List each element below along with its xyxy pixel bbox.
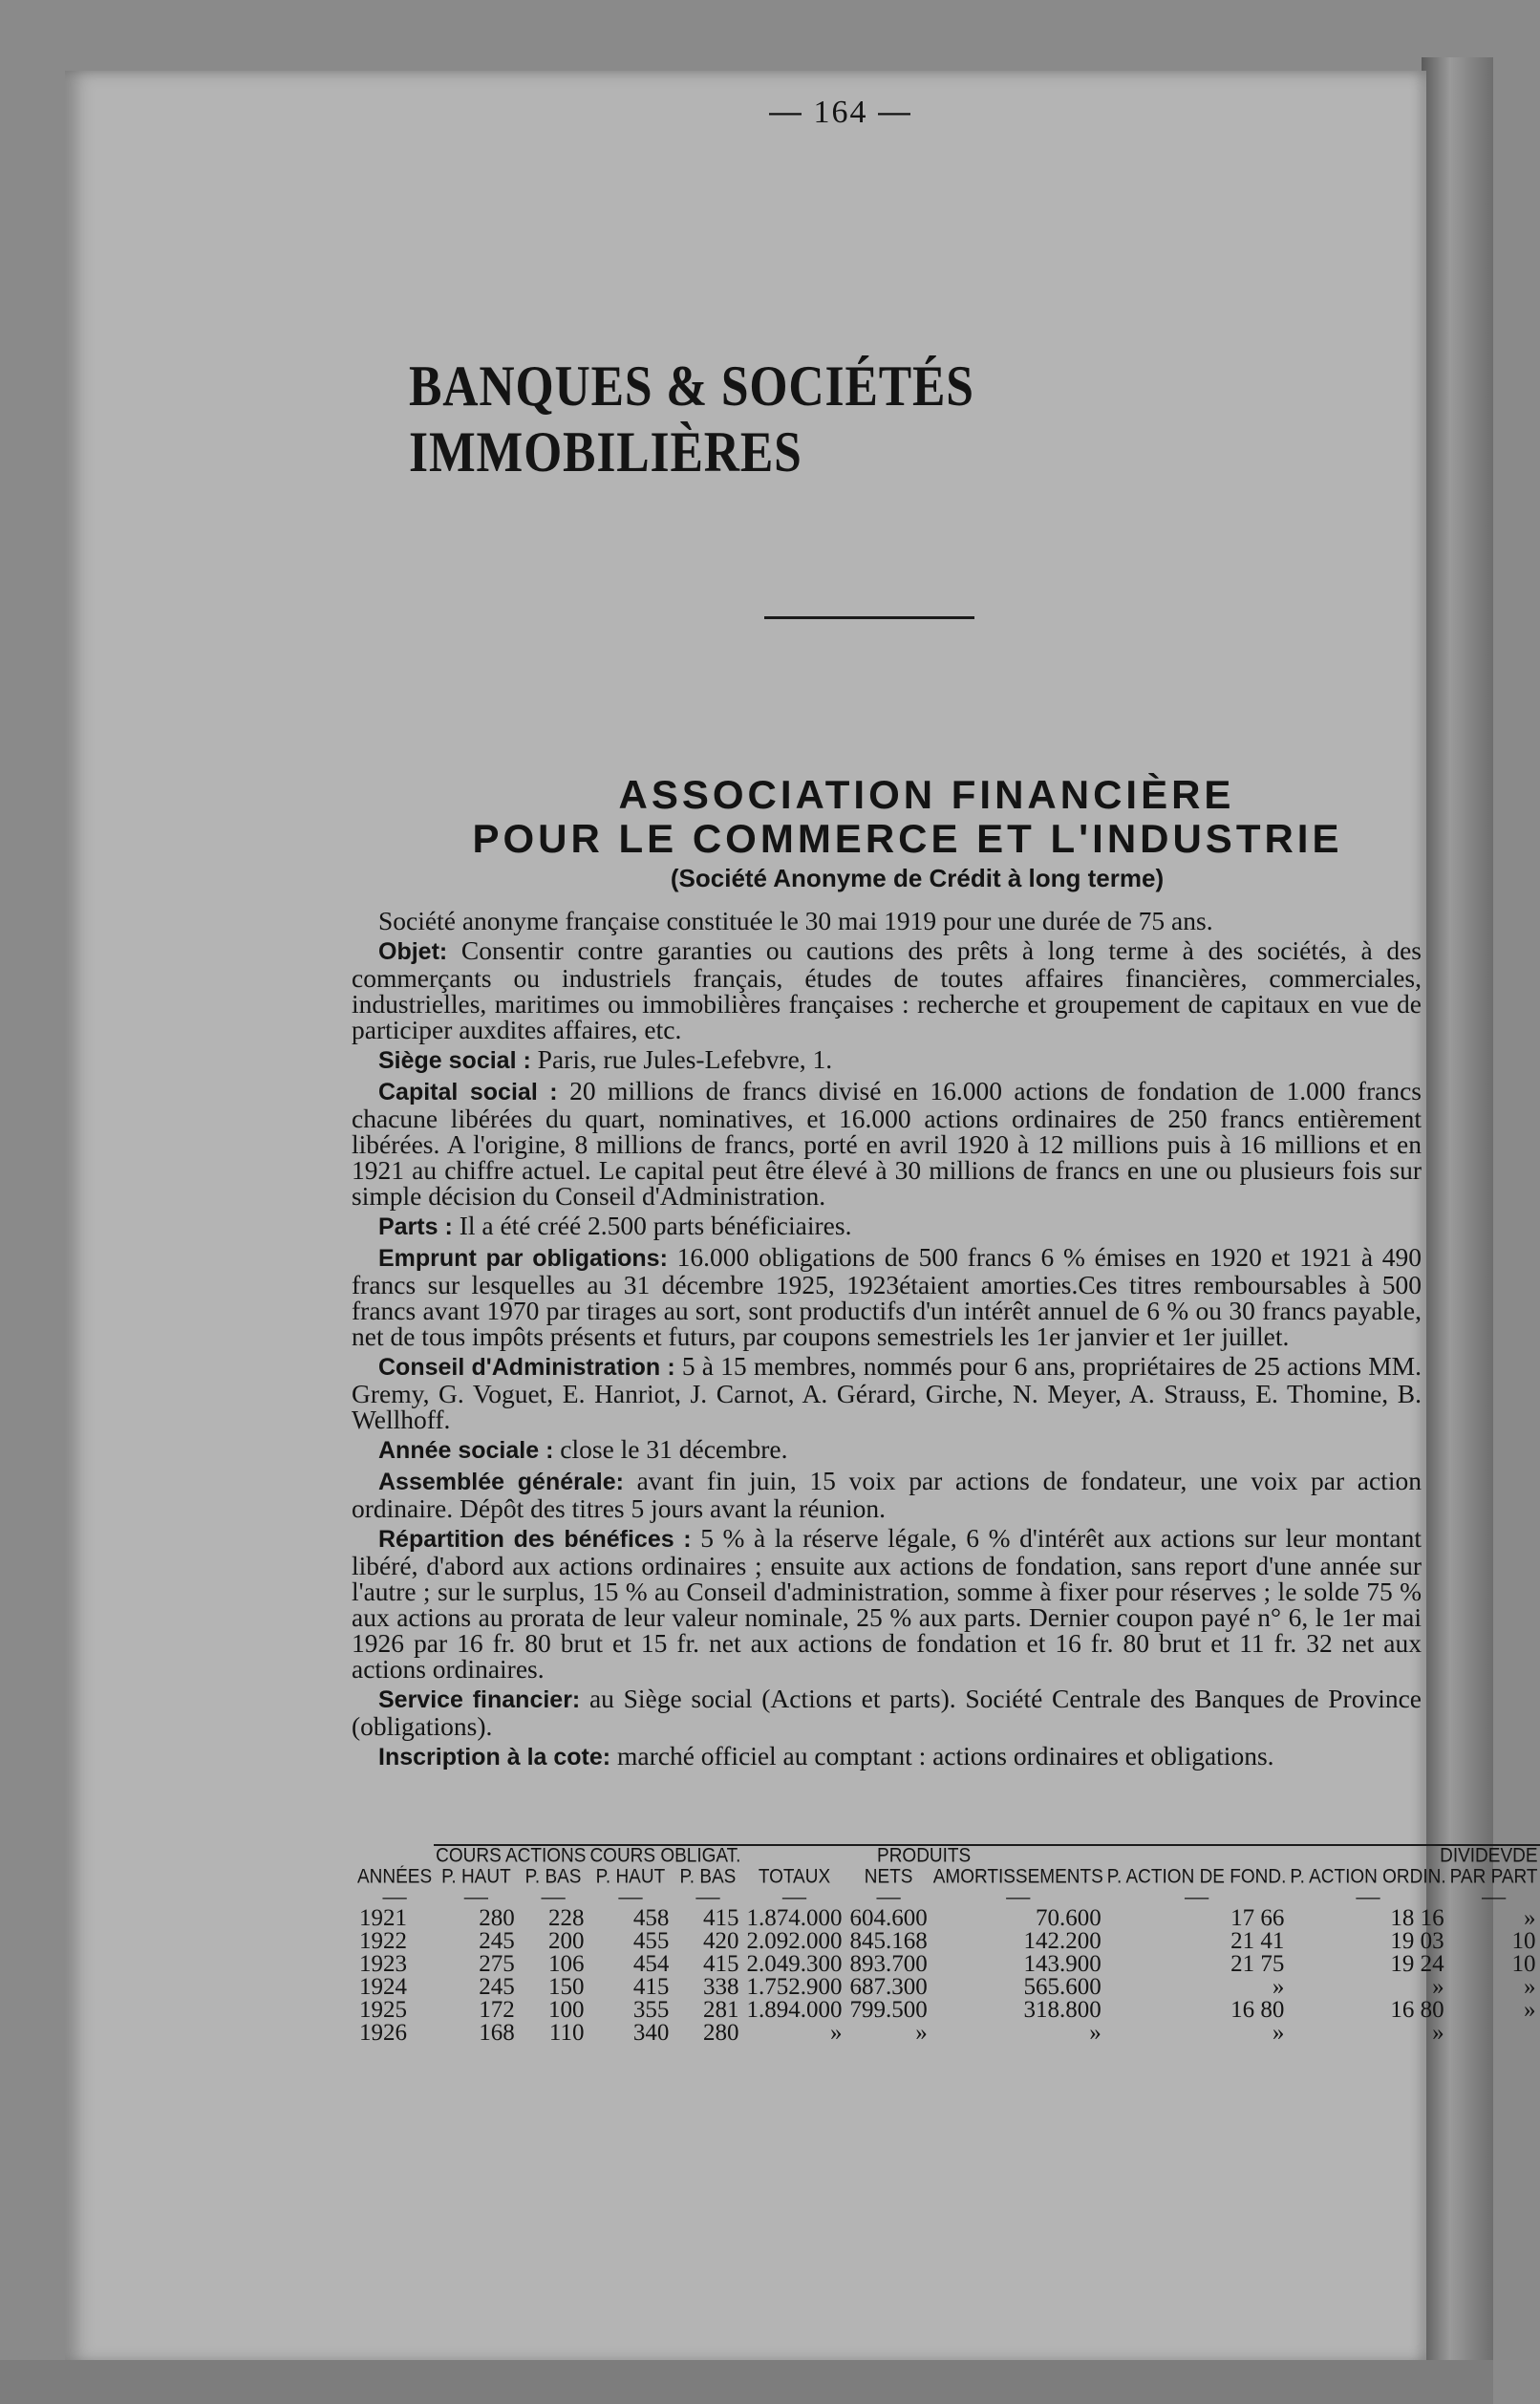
table-cell: 21 41 [1230,1928,1285,1954]
scan-border [0,2360,1493,2404]
table-cell: 1.874.000 [746,1905,843,1931]
table-cell: 18 16 [1390,1905,1444,1931]
intro-text: Société anonyme française constituée le 30 mai 1919 pour une durée de 75 ans. [378,906,1213,935]
table-cell: » [1432,1974,1444,2000]
table-cell: 280 [702,2020,739,2046]
paragraph-assemblee: Assemblée générale: avant fin juin, 15 voix par actions de fondateur, une voix par action ordinaire. Dépôt des titres 5 jours avant la réunion. [352,1466,1422,1523]
table-cell: 228 [547,1905,585,1931]
table-cell: 1.752.900 [746,1974,843,2000]
table-cell: 455 [632,1928,670,1954]
table-cell: 1923 [359,1951,407,1977]
table-cell: 340 [632,2020,670,2046]
paragraph-siege: Siège social : Paris, rue Jules-Lefebvre, 1. [378,1044,833,1074]
table-cell: 245 [479,1974,515,2000]
section-title: BANQUES & SOCIÉTÉS IMMOBILIÈRES [409,354,974,483]
table-cell: 893.700 [849,1951,928,1977]
table-cell: 318.800 [1023,1997,1102,2023]
table-cell: » [1089,2020,1102,2046]
column-header: P. ACTION ORDIN. [1290,1865,1446,1888]
table-cell: 10 [1511,1928,1536,1954]
column-header: P. ACTION DE FOND. [1106,1865,1287,1888]
group-cours-oblig: COURS OBLIGAT. [589,1844,741,1868]
paragraph-service: Service financier: au Siège social (Actions et parts). Société Centrale des Banques de Province (obligations). [352,1684,1422,1741]
company-subtitle: (Société Anonyme de Crédit à long terme) [670,864,1165,892]
table-cell: 604.600 [849,1905,928,1931]
paragraph-conseil: Conseil d'Administration : 5 à 15 membres, nommés pour 6 ans, propriétaires de 25 actions MM. Gremy, G. Voguet, E. Hanriot, J. Carnot, A. Gérard, Girche, N. Meyer, A. Strauss, E. Thomine, B. Wellhoff. [352,1351,1422,1434]
page-number: — 164 — [769,94,912,130]
table-row [355,1976,1540,1999]
column-header: P. HAUT [441,1865,511,1888]
table-cell: 275 [479,1951,515,1977]
paragraph-capital: Capital social : 20 millions de francs divisé en 16.000 actions de fondation de 1.000 francs chacune libérées du quart, nominatives, et 16.000 actions ordinaires de 250 francs entièrement libérées. A l'origine, 8 millions de francs, porté en avril 1920 à 12 millions puis à 16 millions et en 1921 au chiffre actuel. Le capital peut être élevé à 30 millions de francs en une ou plusieurs fois sur simple décision du Conseil d'Administration. [352,1076,1422,1211]
table-cell: 245 [479,1928,515,1954]
table-cell: 280 [479,1905,515,1931]
table-cell: » [1524,1905,1536,1931]
column-header: P. BAS [679,1865,737,1888]
company-name-line1: ASSOCIATION FINANCIÈRE [618,772,1235,817]
table-cell: » [1524,1974,1536,2000]
column-header: TOTAUX [758,1865,831,1888]
table-cell: 415 [632,1974,670,2000]
table-cell: 799.500 [849,1997,928,2023]
table-cell: 454 [632,1951,670,1977]
company-name-line2: POUR LE COMMERCE ET L'INDUSTRIE [472,816,1343,861]
table-cell: » [1272,2020,1285,2046]
table-cell: 110 [548,2020,585,2046]
group-cours-actions: COURS ACTIONS [436,1844,587,1868]
table-cell: 16 80 [1230,1997,1285,2023]
table-cell: 415 [702,1905,739,1931]
table-cell: » [915,2020,928,2046]
table-row [355,1907,1540,1930]
group-produits: PRODUITS [742,1844,1104,1868]
table-cell: 100 [547,1997,585,2023]
table-cell: 70.600 [1036,1905,1102,1931]
table-cell: 16 80 [1390,1997,1444,2023]
table-cell: 10 [1511,1951,1536,1977]
table-cell: » [1432,2020,1444,2046]
table-cell: 1925 [359,1997,407,2023]
company-description [352,908,1422,1771]
table-cell: 21 75 [1230,1951,1285,1977]
table-cell: » [1272,1974,1285,2000]
column-header: PAR PART [1449,1865,1538,1888]
table-cell: » [829,2020,843,2046]
table-group-header-row [355,1845,1540,1867]
table-cell: 458 [632,1905,670,1931]
table-row [355,1953,1540,1976]
table-row [355,2022,1540,2045]
table-cell: 143.900 [1023,1951,1102,1977]
table-cell: 355 [632,1997,670,2023]
table-cell: 142.200 [1023,1928,1102,1954]
table-separator-row: — — — — — — — — — — — [382,1884,1507,1910]
group-dividende: DIVIDEVDE [1105,1844,1540,1868]
company-heading [430,772,1385,893]
paragraph-annee-sociale: Année sociale : close le 31 décembre. [378,1434,788,1464]
table-cell: 19 03 [1390,1928,1444,1954]
table-cell: 2.092.000 [746,1928,843,1954]
financial-table [355,1844,1540,2045]
table-cell: 1921 [359,1905,407,1931]
table-cell: 565.600 [1023,1974,1102,2000]
table-cell: 845.168 [849,1928,928,1954]
column-header: ANNÉES [357,1865,433,1888]
table-cell: 1922 [359,1928,407,1954]
table-cell: 106 [547,1951,585,1977]
paragraph-inscription: Inscription à la cote: marché officiel au comptant : actions ordinaires et obligations. [378,1741,1274,1771]
table-cell: » [1524,1997,1536,2023]
table-cell: 338 [702,1974,739,2000]
table-cell: 150 [547,1974,585,2000]
table-cell: 420 [702,1928,739,1954]
table-cell: 19 24 [1390,1951,1444,1977]
table-cell: 1924 [359,1974,407,2000]
paragraph-objet: Objet: Consentir contre garanties ou cautions des prêts à long terme à des sociétés, à des commerçants ou industriels français, études de toutes affaires financières, commerciales, industrielles, maritimes ou immobilières françaises : recherche et groupement de capitaux en vue de participer auxdites affaires, etc. [352,935,1422,1044]
paragraph-repartition: Répartition des bénéfices : 5 % à la réserve légale, 6 % d'intérêt aux actions sur leur montant libéré, d'abord aux actions ordinaires ; ensuite aux actions de fondation, sans report d'une année sur l'autre ; sur le surplus, 15 % au Conseil d'administration, somme à fixer pour réserves ; le solde 75 % aux actions au prorata de leur valeur nominale, 25 % aux parts. Dernier coupon payé n° 6, le 1er mai 1926 par 16 fr. 80 brut et 15 fr. net aux actions de fondation et 16 fr. 80 brut et 11 fr. 32 net aux actions ordinaires. [352,1523,1422,1684]
table-row [355,1930,1540,1953]
table-cell: 1926 [359,2020,407,2046]
paragraph-emprunt: Emprunt par obligations: 16.000 obligations de 500 francs 6 % émises en 1920 et 1921 à 490 francs sur lesquelles au 31 décembre 1925, 1923étaient amorties.Ces titres remboursables à 500 francs avant 1970 par tirages au sort, sont productifs d'un intérêt annuel de 6 % ou 30 francs payable, net de tous impôts présents et futurs, par coupons semestriels les 1er janvier et 1er juillet. [352,1242,1422,1351]
table-row [355,1999,1540,2022]
table-cell: 1.894.000 [746,1997,843,2023]
table-cell [1448,2022,1540,2045]
table-cell: 17 66 [1230,1905,1285,1931]
table-cell: 687.300 [849,1974,928,2000]
table-column-header-row [355,1867,1540,1888]
table-cell: 172 [479,1997,515,2023]
table-cell: 168 [479,2020,515,2046]
column-header: AMORTISSEMENTS [932,1865,1103,1888]
table-cell: 200 [547,1928,585,1954]
table-body [355,1907,1540,2045]
column-header: P. BAS [524,1865,582,1888]
table-cell: 2.049.300 [746,1951,843,1977]
column-header: P. HAUT [595,1865,666,1888]
paragraph-parts: Parts : Il a été créé 2.500 parts bénéficiaires. [378,1211,852,1240]
column-header: NETS [864,1865,913,1888]
title-rule [764,616,974,619]
table-cell: 281 [702,1997,739,2023]
table-cell: 415 [702,1951,739,1977]
book-edge [1422,57,1493,2404]
